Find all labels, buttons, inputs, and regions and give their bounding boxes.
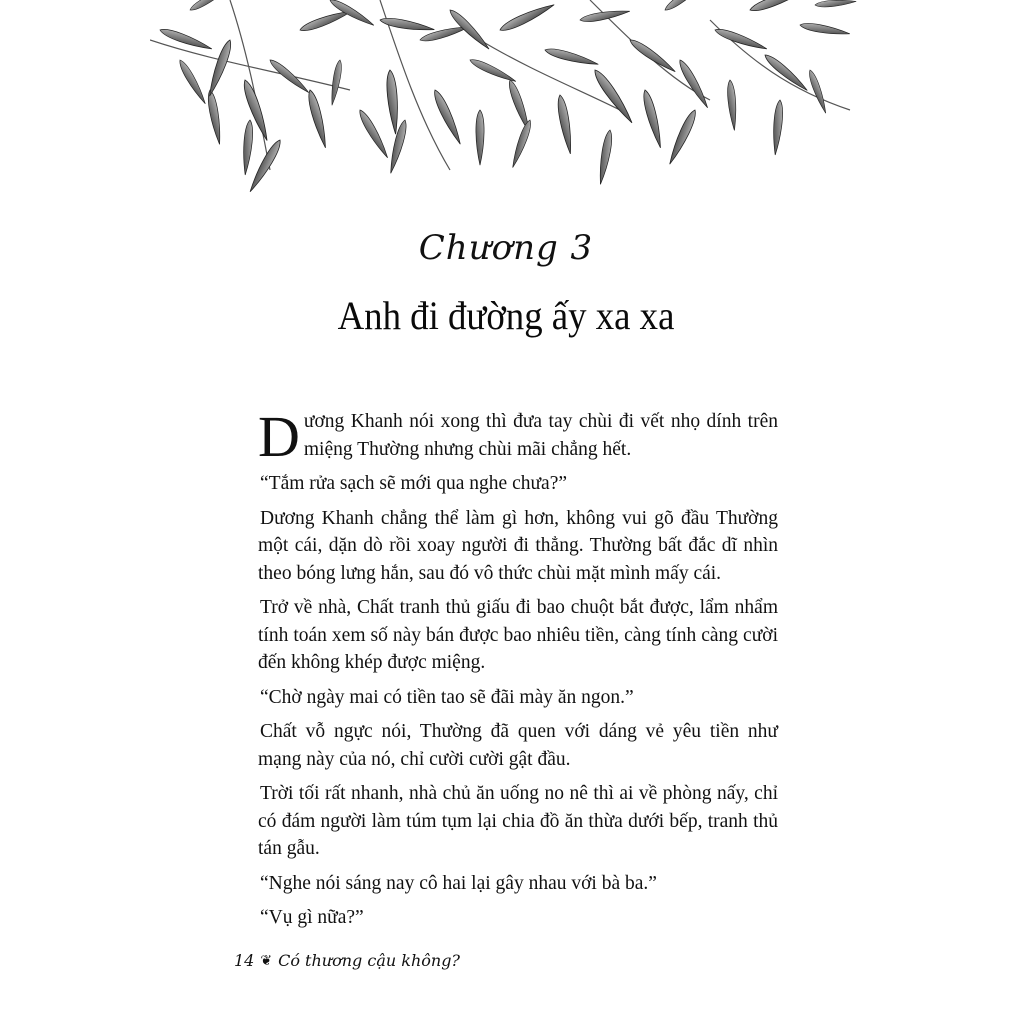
paragraph: Trời tối rất nhanh, nhà chủ ăn uống no nê thì ai về phòng nấy, chỉ có đám người làm túm tụm lại chia đồ ăn thừa dưới bếp, tranh thủ tán gẫu. [258,783,778,859]
paragraph: Trở về nhà, Chất tranh thủ giấu đi bao chuột bắt được, lẩm nhẩm tính toán xem số này bán được bao nhiêu tiền, càng tính càng cười đến không khép được miệng. [258,597,778,673]
paragraph: Chất vỗ ngực nói, Thường đã quen với dáng vẻ yêu tiền như mạng này của nó, chỉ cười cười gật đầu. [258,721,778,770]
bamboo-leaves-illustration [150,0,862,230]
paragraph: “Vụ gì nữa?” [260,907,364,928]
paragraph: “Tắm rửa sạch sẽ mới qua nghe chưa?” [260,473,568,494]
page-number: 14 [234,951,255,970]
chapter-body [258,404,778,939]
book-page [150,0,862,1024]
paragraph: “Chờ ngày mai có tiền tao sẽ đãi mày ăn ngon.” [260,686,634,708]
page-footer [234,951,460,970]
chapter-label: Chương 3 [418,228,594,268]
ornament-icon: ❦ [260,952,273,969]
paragraph: “Nghe nói sáng nay cô hai lại gây nhau với bà ba.” [260,872,657,894]
paragraph: Dương Khanh chẳng thể làm gì hơn, không vui gõ đầu Thường một cái, dặn dò rồi xoay người đi thẳng. Thường bất đắc dĩ nhìn theo bóng lưng hắn, sau đó vô thức chùi mặt mình mấy cái. [258,507,778,584]
chapter-title: Anh đi đường ấy xa xa [337,293,675,338]
opening-paragraph [258,404,778,469]
drop-cap: D [258,404,300,469]
running-title: Có thương cậu không? [278,951,461,970]
opening-paragraph-text: ương Khanh nói xong thì đưa tay chùi đi vết nhọ dính trên miệng Thường nhưng chùi mãi chẳng hết. [303,411,778,460]
